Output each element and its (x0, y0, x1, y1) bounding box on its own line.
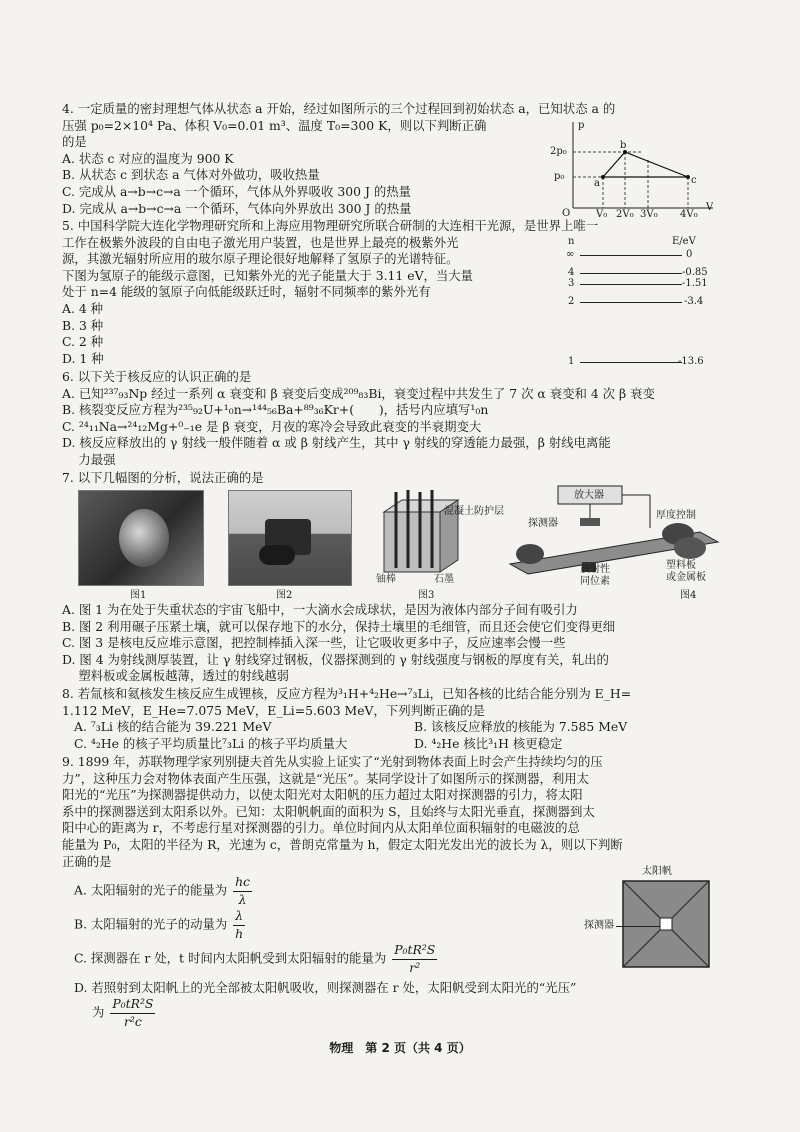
q9-option-a (74, 874, 252, 908)
q7-option-d: D. 图 4 为射线测厚装置，让 γ 射线穿过钢板，仪器探测到的 γ 射线强度与钢板的厚度有关，轧出的 (62, 651, 609, 667)
q9-option-b-text: B. 太阳辐射的光子的动量为 (74, 916, 228, 932)
level-1-n: 1 (568, 356, 575, 367)
q9-c-den: r² (409, 959, 421, 975)
q8-option-a: A. ⁷₃Li 核的结合能为 39.221 MeV (74, 719, 272, 735)
level-2-n: 2 (568, 296, 575, 307)
q9-option-c (74, 942, 437, 976)
question-8 (62, 686, 738, 752)
n-header: n (568, 236, 575, 247)
pv-graph-svg (548, 120, 718, 220)
point-a (601, 175, 605, 179)
q9-option-d-cont (92, 996, 155, 1030)
q6-title: 6. 以下关于核反应的认识正确的是 (62, 369, 252, 384)
q9-option-c-fraction (392, 942, 437, 976)
v-axis-label: V (706, 202, 714, 213)
detector-label: 探测器 (528, 518, 558, 529)
source-label-2: 同位素 (580, 576, 610, 587)
probe-box (660, 918, 672, 930)
q4-pv-graph (548, 120, 718, 220)
question-9 (62, 754, 738, 870)
probe-label: 探测器 (584, 920, 614, 931)
q9-d-den: r²c (123, 1013, 142, 1029)
q8-option-d: D. ⁴₂He 核比³₁H 核更稳定 (414, 736, 563, 752)
sail-label: 太阳帆 (642, 866, 672, 877)
level-inf-n: ∞ (566, 249, 575, 260)
roller-drum (259, 545, 295, 565)
level-inf-line (580, 255, 682, 256)
level-1-line (580, 362, 682, 363)
roller-left (516, 544, 544, 564)
question-7-options (62, 602, 738, 685)
q9-option-b (74, 908, 245, 942)
q9-b-num: λ (233, 908, 245, 926)
q7-option-a: A. 图 1 为在处于失重状态的宇宙飞船中，一大滴水会成球状，是因为液体内部分子间有吸引力 (62, 602, 578, 617)
q9-d-num: P₀tR²S (110, 996, 155, 1014)
graphite-label: 石墨 (434, 574, 454, 585)
fig4-thickness-gauge (500, 484, 730, 588)
q9-option-b-fraction (233, 908, 245, 942)
plate-label-2: 或金属板 (666, 572, 706, 583)
origin-label: O (562, 208, 571, 219)
q9-line5: 阳中心的距离为 r，不考虑行星对探测器的引力。单位时间内从太阳单位面积辐射的电磁波的总 (62, 820, 580, 836)
tick-2v0: 2V₀ (616, 209, 634, 220)
q9-option-a-text: A. 太阳辐射的光子的能量为 (74, 882, 228, 898)
page-footer: 物理 第 2 页（共 4 页） (329, 1041, 471, 1055)
q4-line1: 4. 一定质量的密封理想气体从状态 a 开始，经过如图所示的三个过程回到初始状态 a，已知状态 a 的 (62, 101, 616, 116)
tick-2p0: 2p₀ (550, 146, 567, 157)
detector (580, 518, 600, 526)
plate-label-1: 塑料板 (666, 560, 696, 571)
fig2-roller-photo (228, 490, 352, 586)
level-2-e: -3.4 (684, 296, 704, 307)
thickness-label: 厚度控制 (656, 510, 696, 521)
level-3-e: -1.51 (682, 278, 708, 289)
q7-option-d-cont: 塑料板或金属板越薄，透过的射线越弱 (62, 668, 289, 684)
level-4-e: -0.85 (682, 267, 708, 278)
rod-label: 铀棒 (376, 574, 396, 585)
source-label-1: 放射性 (580, 564, 610, 575)
q5-line5: 处于 n=4 能级的氢原子向低能级跃迁时，辐射不同频率的紫外光有 (62, 284, 431, 300)
reactor-svg (372, 488, 482, 588)
cycle-triangle (603, 152, 688, 177)
sail-svg (622, 880, 712, 970)
q5-line3: 源，其激光辐射所应用的玻尔原子理论很好地解释了氢原子的光谱特征。 (62, 251, 459, 267)
q8-option-c: C. ⁴₂He 的核子平均质量比⁷₃Li 的核子平均质量大 (74, 736, 348, 752)
q5-option-a: A. 4 种 (62, 300, 104, 316)
q9-a-den: λ (238, 891, 247, 907)
q5-option-b: B. 3 种 (62, 317, 104, 333)
q7-title: 7. 以下几幅图的分析，说法正确的是 (62, 470, 264, 485)
amp-label: 放大器 (574, 490, 604, 501)
q6-option-c: C. ²⁴₁₁Na→²⁴₁₂Mg+⁰₋₁e 是 β 衰变，月夜的寒冷会导致此衰变的半衰期变大 (62, 418, 482, 434)
fig3-caption: 图3 (418, 590, 435, 601)
level-3-n: 3 (568, 278, 575, 289)
level-4-line (580, 273, 682, 274)
q4-option-d: D. 完成从 a→b→c→a 一个循环，气体向外界放出 300 J 的热量 (62, 200, 412, 216)
fig3-reactor-diagram (372, 488, 504, 588)
q9-line6: 能量为 P₀，太阳的半径为 R，光速为 c，普朗克常量为 h，假定太阳光发出光的波长为 λ，则以下判断 (62, 836, 623, 852)
q9-b-den: h (235, 925, 244, 941)
q5-option-d: D. 1 种 (62, 350, 104, 366)
q4-option-b: B. 从状态 c 到状态 a 气体对外做功，吸收热量 (62, 167, 320, 183)
fig1-astronaut-photo (78, 490, 204, 586)
tick-3v0: 3V₀ (640, 209, 658, 220)
q9-option-d-pre: 为 (92, 1004, 105, 1020)
q9-option-d-fraction (110, 996, 155, 1030)
q5-option-c: C. 2 种 (62, 334, 104, 350)
q4-option-a: A. 状态 c 对应的温度为 900 K (62, 150, 234, 166)
fig2-caption: 图2 (276, 590, 293, 601)
level-3-line (580, 284, 682, 285)
label-b: b (620, 140, 627, 151)
e-header: E/eV (672, 236, 696, 247)
q9-option-d (74, 980, 576, 997)
q9-solar-sail-figure (584, 866, 714, 976)
q9-line1: 9. 1899 年，苏联物理学家列别捷夫首先从实验上证实了“光射到物体表面上时会产生持续均匀的压 (62, 754, 603, 769)
q5-line2: 工作在极紫外波段的自由电子激光用户装置，也是世界上最亮的极紫外光 (62, 234, 459, 250)
q9-line7: 正确的是 (62, 853, 112, 869)
question-6 (62, 369, 738, 469)
q8-option-b: B. 该核反应释放的核能为 7.585 MeV (414, 719, 628, 735)
q6-option-b: B. 核裂变反应方程为²³⁵₉₂U+¹₀n→¹⁴⁴₅₆Ba+⁸⁹₃₆Kr+( )，括号内应填写¹₀n (62, 402, 489, 418)
q8-line2: 1.112 MeV，E_He=7.075 MeV，E_Li=5.603 MeV，下列判断正确的是 (62, 702, 486, 718)
water-sphere (119, 509, 169, 567)
q9-a-num: hc (233, 874, 252, 892)
p-axis-label: p (578, 120, 585, 131)
q9-line2: 力”，这种压力会对物体表面产生压强，这就是“光压”。某同学设计了如图所示的探测器，利用太 (62, 770, 590, 786)
level-inf-e: 0 (686, 249, 693, 260)
q9-option-d-text: D. 若照射到太阳帆上的光全部被太阳帆吸收，则探测器在 r 处，太阳帆受到太阳光的“光压” (74, 980, 577, 995)
roller-right-bottom (674, 537, 706, 559)
q7-option-b: B. 图 2 利用碾子压紧土壤，就可以保存地下的水分，保持土壤里的毛细管，而且还会使它们变得更细 (62, 618, 616, 634)
tick-p0: p₀ (554, 171, 565, 182)
fig1-caption: 图1 (130, 590, 147, 601)
q5-energy-levels (560, 236, 710, 372)
q9-c-num: P₀tR²S (392, 942, 437, 960)
q4-line3: 的是 (62, 134, 87, 150)
q5-line4: 下图为氢原子的能级示意图，已知紫外光的光子能量大于 3.11 eV，当大量 (62, 267, 474, 283)
q9-line4: 系中的探测器送到太阳系以外。已知：太阳帆帆面的面积为 S，且始终与太阳光垂直，探测器到太 (62, 803, 595, 819)
level-2-line (580, 302, 682, 303)
q8-options (62, 719, 738, 752)
probe-pointer (616, 926, 660, 927)
label-c: c (691, 175, 697, 186)
q6-option-a: A. 已知²³⁷₉₃Np 经过一系列 α 衰变和 β 衰变后变成²⁰⁹₈₃Bi，衰变过程中共发生了 7 次 α 衰变和 4 次 β 衰变 (62, 385, 655, 401)
shield-label: 混凝土防护层 (444, 506, 504, 517)
point-c (686, 175, 690, 179)
q9-line3: 阳光的“光压”为探测器提供动力，以使太阳光对太阳帆的压力超过太阳对探测器的引力，将太阳 (62, 787, 583, 803)
q6-option-d: D. 核反应释放出的 γ 射线一般伴随着 α 或 β 射线产生，其中 γ 射线的穿透能力最强，β 射线电离能 (62, 435, 611, 451)
level-4-n: 4 (568, 267, 575, 278)
fig4-caption: 图4 (680, 590, 697, 601)
q9-option-a-fraction (233, 874, 252, 908)
tick-4v0: 4V₀ (680, 209, 698, 220)
level-1-e: -13.6 (678, 356, 704, 367)
q6-option-d-cont: 力最强 (62, 451, 116, 467)
label-a: a (594, 178, 600, 189)
q9-option-c-text: C. 探测器在 r 处，t 时间内太阳帆受到太阳辐射的能量为 (74, 950, 387, 966)
q5-line1: 5. 中国科学院大连化学物理研究所和上海应用物理研究所联合研制的大连相干光源，是世界上唯一 (62, 218, 599, 233)
q7-option-c: C. 图 3 是核电反应堆示意图，把控制棒插入深一些，让它吸收更多中子，反应速率会慢一些 (62, 635, 566, 651)
q8-line1: 8. 若氚核和氦核发生核反应生成锂核，反应方程为³₁H+⁴₂He→⁷₃Li，已知各核的比结合能分别为 E_H= (62, 686, 632, 701)
q4-option-c: C. 完成从 a→b→c→a 一个循环，气体从外界吸收 300 J 的热量 (62, 183, 412, 199)
q4-line2: 压强 p₀=2×10⁴ Pa、体积 V₀=0.01 m³、温度 T₀=300 K，则以下判断正确 (62, 117, 487, 133)
tick-v0: V₀ (596, 209, 608, 220)
